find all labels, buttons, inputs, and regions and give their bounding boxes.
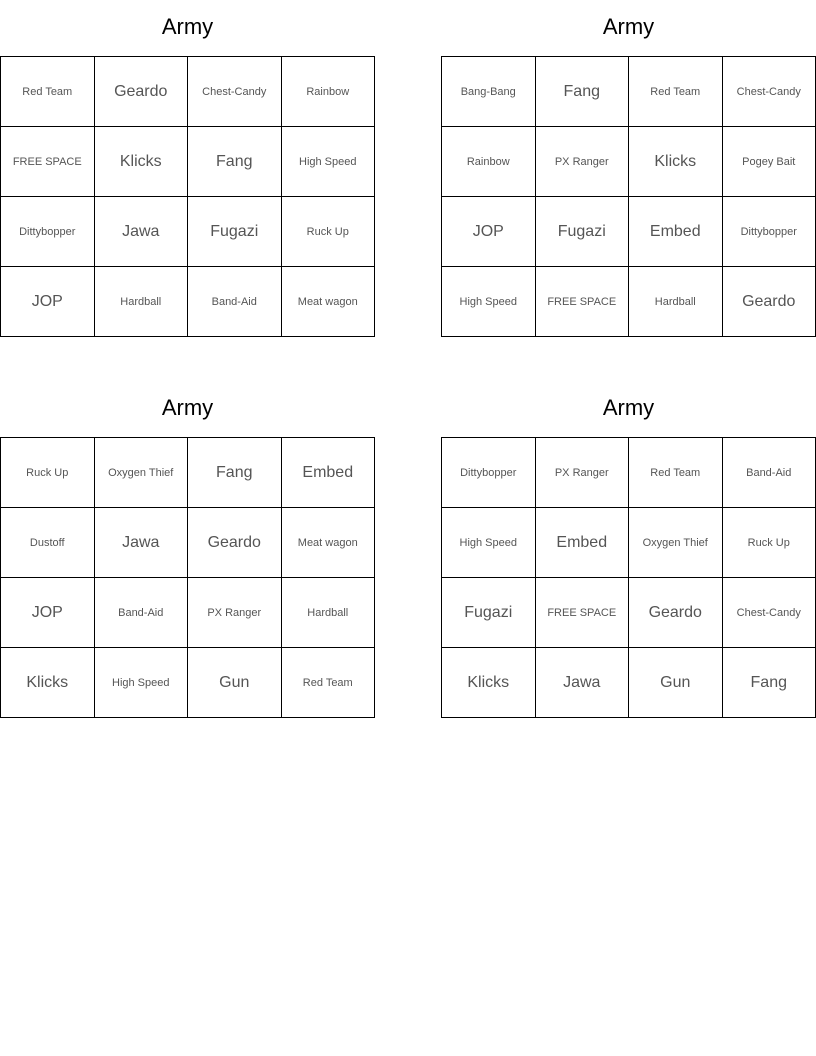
card-title: Army: [602, 395, 655, 420]
grid-cell: Meat wagon: [281, 508, 375, 578]
grid-cell: Geardo: [188, 508, 282, 578]
grid-row: [442, 578, 816, 648]
grid-cell: Meat wagon: [281, 267, 375, 337]
grid-cell: FREE SPACE: [535, 267, 629, 337]
grid-cell: High Speed: [94, 648, 188, 718]
grid-cell: Jawa: [535, 648, 629, 718]
grid-cell: PX Ranger: [535, 127, 629, 197]
grid-cell: FREE SPACE: [1, 127, 95, 197]
grid-cell: Rainbow: [442, 127, 536, 197]
grid-cell: Gun: [188, 648, 282, 718]
card-title: Army: [161, 395, 214, 420]
grid-cell: JOP: [1, 578, 95, 648]
grid-row: [1, 127, 375, 197]
grid-cell: Fugazi: [535, 197, 629, 267]
grid-cell: High Speed: [281, 127, 375, 197]
grid-cell: Fang: [722, 648, 816, 718]
grid-cell: Dustoff: [1, 508, 95, 578]
grid-cell: Dittybopper: [442, 438, 536, 508]
grid-cell: Jawa: [94, 508, 188, 578]
grid-row: [1, 57, 375, 127]
grid-cell: Fang: [535, 57, 629, 127]
grid-row: [1, 267, 375, 337]
grid-cell: Band-Aid: [722, 438, 816, 508]
grid-cell: Chest-Candy: [188, 57, 282, 127]
card-title: Army: [602, 14, 655, 39]
grid-cell: Band-Aid: [188, 267, 282, 337]
grid-row: [442, 438, 816, 508]
grid-row: [1, 197, 375, 267]
grid-cell: PX Ranger: [188, 578, 282, 648]
grid-cell: Fang: [188, 438, 282, 508]
grid-cell: Dittybopper: [1, 197, 95, 267]
grid-cell: Gun: [629, 648, 723, 718]
grid-cell: Hardball: [629, 267, 723, 337]
grid-cell: Fugazi: [442, 578, 536, 648]
grid-cell: Hardball: [281, 578, 375, 648]
grid-cell: PX Ranger: [535, 438, 629, 508]
grid-cell: Red Team: [629, 57, 723, 127]
grid-cell: High Speed: [442, 508, 536, 578]
grid-cell: High Speed: [442, 267, 536, 337]
grid-cell: Embed: [535, 508, 629, 578]
grid-row: [442, 267, 816, 337]
grid-cell: Hardball: [94, 267, 188, 337]
bingo-grid: [441, 437, 816, 718]
grid-cell: Embed: [629, 197, 723, 267]
grid-cell: FREE SPACE: [535, 578, 629, 648]
grid-row: [1, 578, 375, 648]
grid-row: [1, 438, 375, 508]
grid-row: [442, 508, 816, 578]
grid-cell: Geardo: [722, 267, 816, 337]
grid-row: [442, 57, 816, 127]
card-title: Army: [161, 14, 214, 39]
grid-cell: Red Team: [629, 438, 723, 508]
grid-cell: JOP: [442, 197, 536, 267]
grid-cell: Chest-Candy: [722, 57, 816, 127]
grid-cell: Bang-Bang: [442, 57, 536, 127]
grid-cell: JOP: [1, 267, 95, 337]
grid-row: [442, 127, 816, 197]
bingo-grid: [0, 56, 375, 337]
bingo-grid: [441, 56, 816, 337]
grid-cell: Fugazi: [188, 197, 282, 267]
grid-cell: Klicks: [1, 648, 95, 718]
grid-cell: Fang: [188, 127, 282, 197]
grid-cell: Oxygen Thief: [94, 438, 188, 508]
grid-cell: Chest-Candy: [722, 578, 816, 648]
grid-row: [442, 648, 816, 718]
grid-cell: Ruck Up: [722, 508, 816, 578]
grid-cell: Rainbow: [281, 57, 375, 127]
grid-cell: Dittybopper: [722, 197, 816, 267]
grid-cell: Red Team: [1, 57, 95, 127]
grid-row: [1, 508, 375, 578]
grid-cell: Klicks: [442, 648, 536, 718]
grid-cell: Klicks: [94, 127, 188, 197]
grid-cell: Geardo: [94, 57, 188, 127]
grid-cell: Embed: [281, 438, 375, 508]
grid-cell: Pogey Bait: [722, 127, 816, 197]
grid-row: [442, 197, 816, 267]
grid-cell: Klicks: [629, 127, 723, 197]
bingo-grid: [0, 437, 375, 718]
grid-cell: Oxygen Thief: [629, 508, 723, 578]
grid-cell: Red Team: [281, 648, 375, 718]
grid-cell: Jawa: [94, 197, 188, 267]
grid-cell: Band-Aid: [94, 578, 188, 648]
grid-row: [1, 648, 375, 718]
grid-cell: Geardo: [629, 578, 723, 648]
grid-cell: Ruck Up: [281, 197, 375, 267]
grid-cell: Ruck Up: [1, 438, 95, 508]
